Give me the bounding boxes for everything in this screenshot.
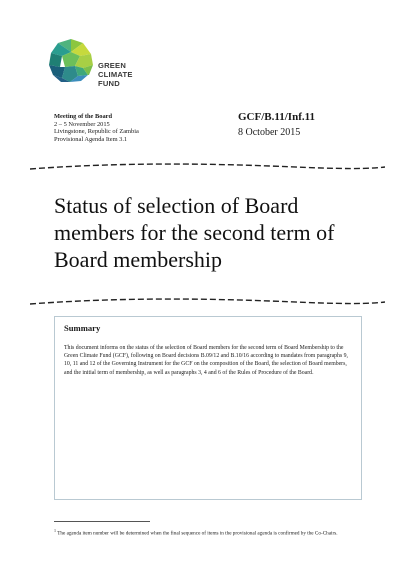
footnote-text: The agenda item number will be determined when the final sequence of items in the provisional agenda is confirmed by the Co-Chairs. [57,530,338,537]
wave-divider-top [30,162,385,172]
document-date: 8 October 2015 [238,127,301,138]
green-climate-fund-logo [48,38,168,100]
wave-divider-bottom [30,297,385,307]
logo-line-climate: CLIMATE [98,70,133,79]
footnote [54,527,354,538]
meeting-location: Livingstone, Republic of Zambia [54,128,139,136]
document-id: GCF/B.11/Inf.11 [238,111,316,123]
logo-line-fund: FUND [98,79,120,88]
meeting-info [54,113,139,143]
logo-line-green: GREEN [98,61,127,70]
footnote-marker: 1 [54,528,56,533]
logo-wordmark [98,61,133,88]
footnote-rule [54,521,150,522]
meeting-dates: 2 – 5 November 2015 [54,120,110,128]
meeting-title: Meeting of the Board [54,113,113,120]
globe-icon [48,38,94,84]
summary-heading: Summary [64,323,101,333]
summary-box [54,316,362,500]
summary-text: This document informs on the status of the selection of Board members for the second term of Board Membership to the Green Climate Fund (GCF), following on Board decisions B.09/12 and B.10/16 according to mandates from paragraphs 9, 10, 11 and 12 of the Governing Instrument for the GCF on the composition of the Board, the selection of Board members, and the initial term of membership, as well as paragraphs 3, 4 and 6 of the Rules of Procedure of the Board. [64,345,348,376]
document-title: Status of selection of Board members for the second term of Board membership [54,193,335,272]
agenda-item: Provisional Agenda Item 3.1 [54,135,128,143]
